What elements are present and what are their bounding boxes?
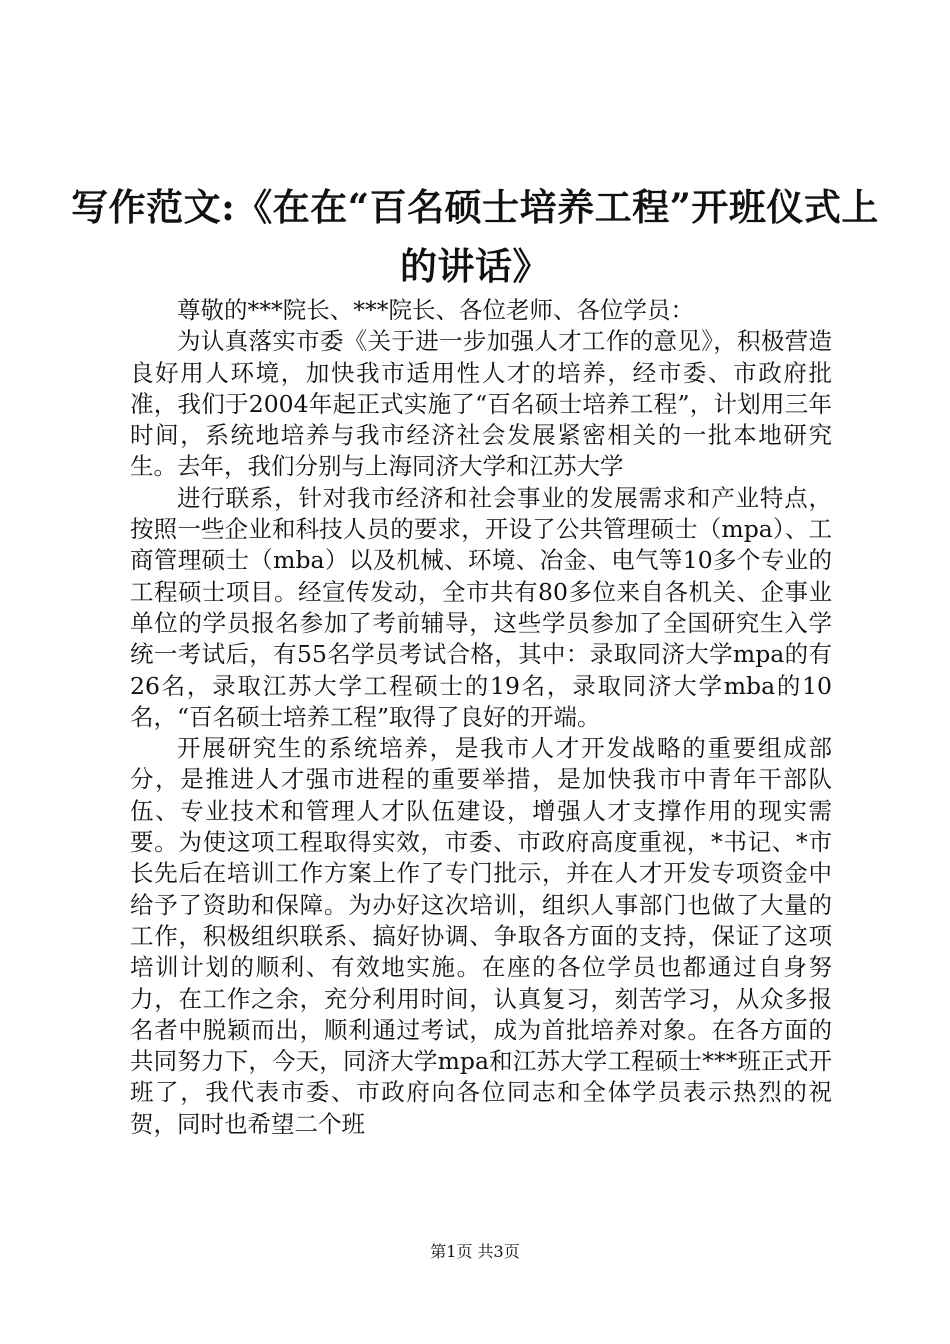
paragraph-2: 进行联系，针对我市经济和社会事业的发展需求和产业特点，按照一些企业和科技人员的要求，开设了公共管理硕士（mpa）、工商管理硕士（mba）以及机械、环境、冶金、电气等10多个专业的工程硕士项目。经宣传发动，全市共有80多位来自各机关、企事业单位的学员报名参加了考前辅导，这些学员参加了全国研究生入学统一考试后，有55名学员考试合格，其中：录取同济大学mpa的有26名，录取江苏大学工程硕士的19名，录取同济大学mba的10名，“百名硕士培养工程”取得了良好的开端。: [130, 483, 832, 731]
document-body: [130, 295, 832, 1140]
paragraph-1: 为认真落实市委《关于进一步加强人才工作的意见》，积极营造良好用人环境，加快我市适用性人才的培养，经市委、市政府批准，我们于2004年起正式实施了“百名硕士培养工程”，计划用三年时间，系统地培养与我市经济社会发展紧密相关的一批本地研究生。去年，我们分别与上海同济大学和江苏大学: [130, 327, 832, 481]
page-footer: 第1页 共3页: [430, 1242, 520, 1261]
paragraph-salutation: 尊敬的***院长、***院长、各位老师、各位学员：: [177, 296, 694, 324]
paragraph-3: 开展研究生的系统培养，是我市人才开发战略的重要组成部分，是推进人才强市进程的重要举措，是加快我市中青年干部队伍、专业技术和管理人才队伍建设，增强人才支撑作用的现实需要。为使这项工程取得实效，市委、市政府高度重视，*书记、*市长先后在培训工作方案上作了专门批示，并在人才开发专项资金中给予了资助和保障。为办好这次培训，组织人事部门也做了大量的工作，积极组织联系、搞好协调、争取各方面的支持，保证了这项培训计划的顺利、有效地实施。在座的各位学员也都通过自身努力，在工作之余，充分利用时间，认真复习，刻苦学习，从众多报名者中脱颖而出，顺利通过考试，成为首批培养对象。在各方面的共同努力下，今天，同济大学mpa和江苏大学工程硕士***班正式开班了，我代表市委、市政府向各位同志和全体学员表示热烈的祝贺，同时也希望二个班: [130, 734, 832, 1138]
document-title: 写作范文:《在在“百名硕士培养工程”开班仪式上的讲话》: [71, 185, 879, 288]
